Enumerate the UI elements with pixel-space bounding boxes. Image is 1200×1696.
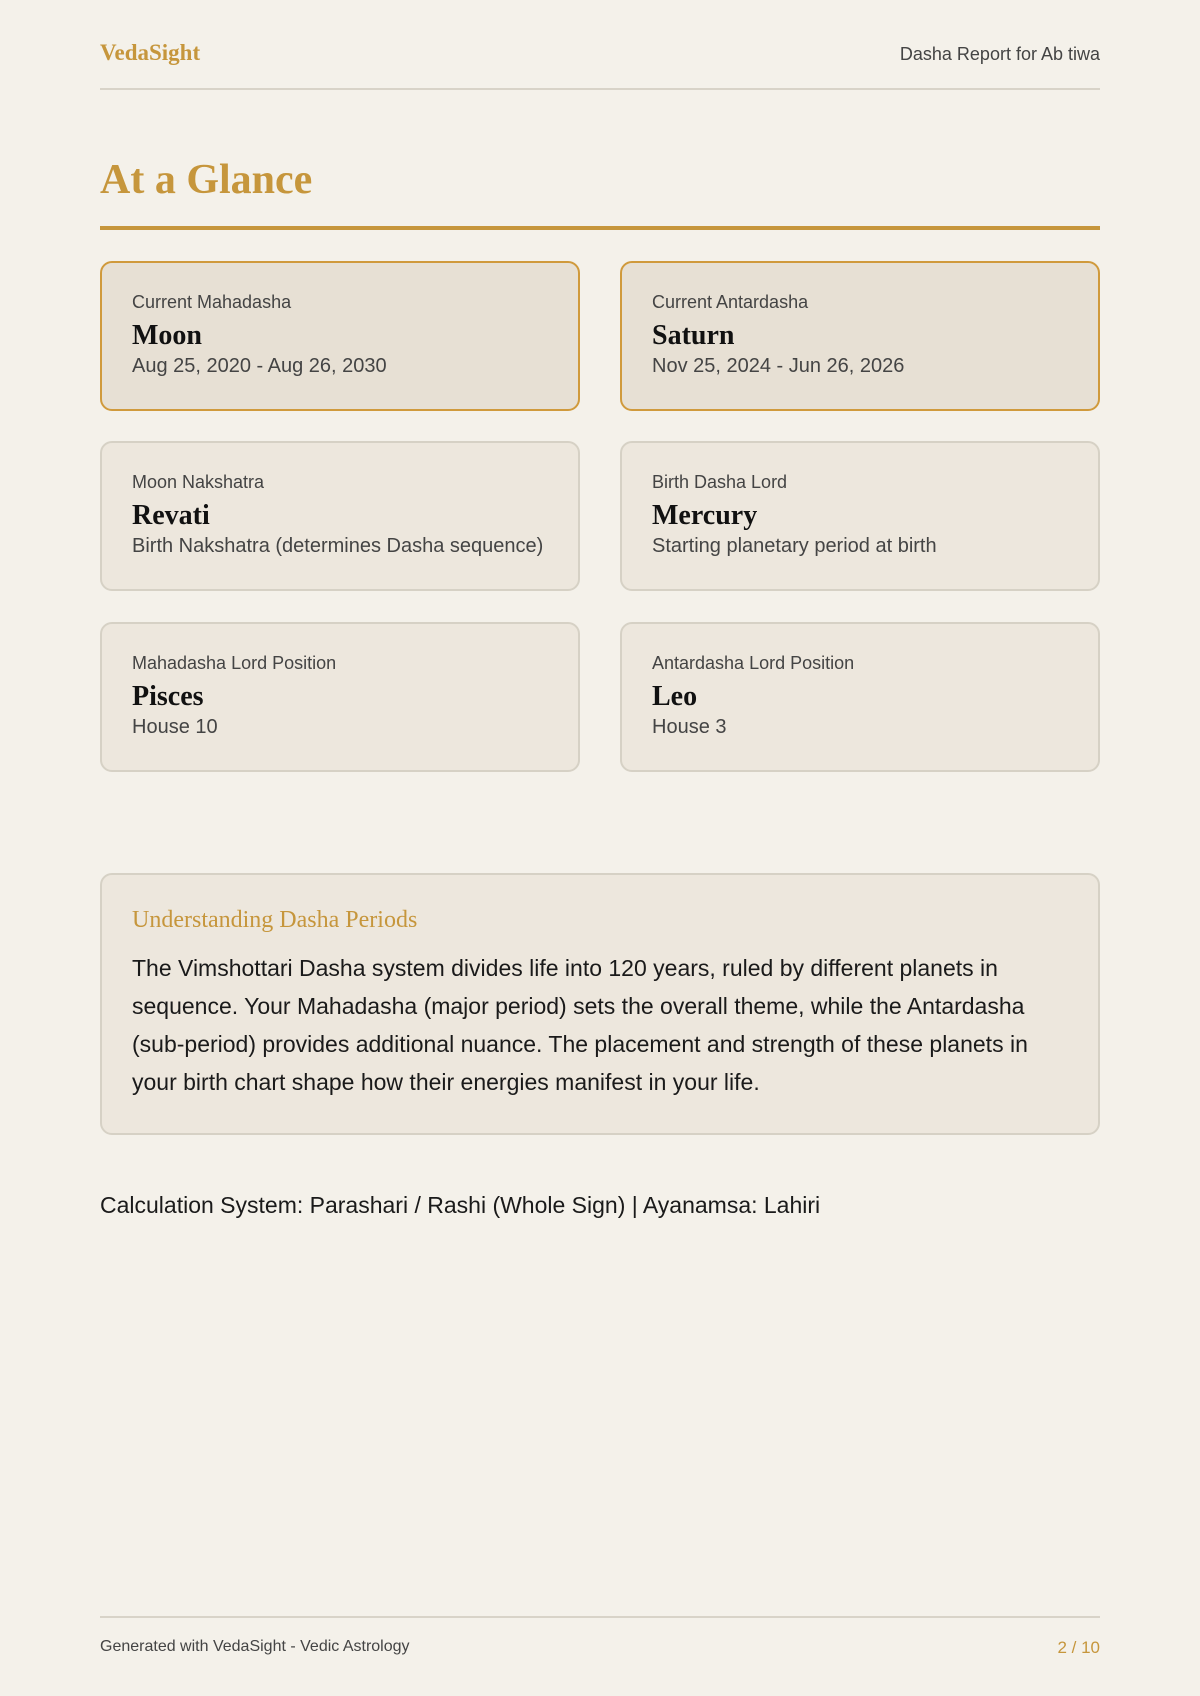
info-title: Understanding Dasha Periods: [132, 907, 418, 933]
brand-logo: VedaSight: [100, 40, 201, 65]
info-text: The Vimshottari Dasha system divides life into 120 years, ruled by different planets in sequence. Your Mahadasha (major period) sets the overall theme, while the Antardasha (sub-period) provides additional nuance. The placement and strength of these planets in your birth chart shape how their energies manifest in your life.: [132, 955, 1028, 1095]
card-value: Mercury: [652, 500, 758, 531]
card-current-mahadasha: [100, 261, 580, 411]
card-value: Saturn: [652, 320, 735, 351]
calculation-system: Calculation System: Parashari / Rashi (Whole Sign) | Ayanamsa: Lahiri: [100, 1192, 821, 1218]
card-moon-nakshatra: [100, 441, 580, 591]
card-subtext: Nov 25, 2024 - Jun 26, 2026: [652, 355, 905, 377]
card-value: Revati: [132, 500, 210, 531]
title-divider: [100, 226, 1100, 230]
card-subtext: House 3: [652, 716, 727, 738]
report-title: Dasha Report for Ab tiwa: [899, 44, 1100, 64]
card-label: Birth Dasha Lord: [652, 472, 788, 492]
page-title: At a Glance: [100, 157, 313, 203]
card-value: Leo: [652, 681, 698, 712]
card-antardasha-lord-position: [620, 622, 1100, 772]
page-number: 2 / 10: [1057, 1638, 1100, 1657]
card-subtext: Birth Nakshatra (determines Dasha sequence): [132, 535, 544, 557]
dasha-info-box: [100, 873, 1100, 1135]
card-current-antardasha: [620, 261, 1100, 411]
card-label: Antardasha Lord Position: [652, 653, 855, 673]
page-footer: [100, 1616, 1100, 1657]
card-label: Mahadasha Lord Position: [132, 653, 337, 673]
card-subtext: Aug 25, 2020 - Aug 26, 2030: [132, 355, 387, 377]
footer-text: Generated with VedaSight - Vedic Astrology: [100, 1638, 410, 1655]
card-birth-dasha-lord: [620, 441, 1100, 591]
card-subtext: Starting planetary period at birth: [652, 535, 937, 557]
card-value: Pisces: [132, 681, 204, 712]
card-label: Moon Nakshatra: [132, 472, 265, 492]
card-mahadasha-lord-position: [100, 622, 580, 772]
page-header: [100, 36, 1100, 90]
card-value: Moon: [132, 320, 202, 351]
card-label: Current Antardasha: [652, 292, 809, 312]
card-label: Current Mahadasha: [132, 292, 292, 312]
card-subtext: House 10: [132, 716, 218, 738]
